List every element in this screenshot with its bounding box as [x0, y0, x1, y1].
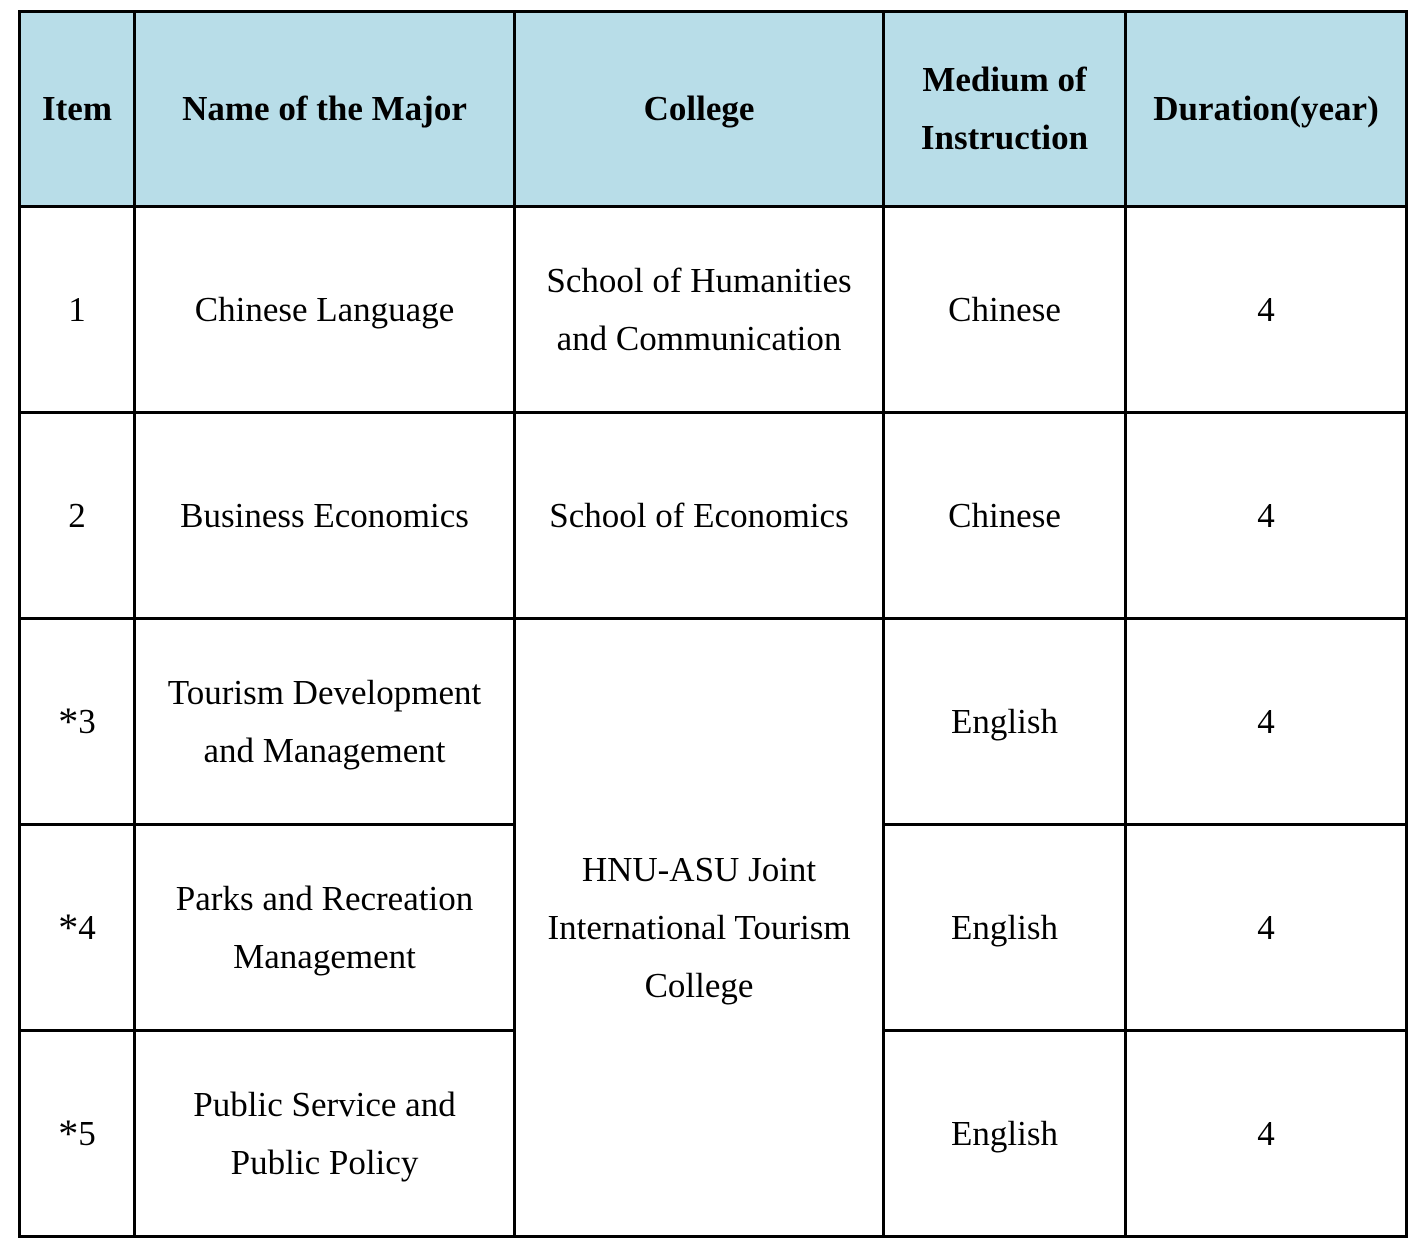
major-name-line2: Public Policy: [230, 1142, 419, 1182]
cell-medium: Chinese: [884, 207, 1126, 413]
cell-item: [20, 825, 135, 1031]
cell-duration: 4: [1126, 413, 1407, 619]
major-name-line1: Tourism Development: [167, 672, 482, 712]
table-row: [20, 207, 1407, 413]
college-line1: School of Humanities: [546, 260, 852, 300]
cell-duration: 4: [1126, 207, 1407, 413]
cell-college: [515, 413, 884, 619]
table-row: [20, 413, 1407, 619]
cell-duration: 4: [1126, 619, 1407, 825]
cell-major-name: [135, 207, 515, 413]
asterisk-mark: *: [58, 1110, 79, 1156]
header-item: Item: [20, 12, 135, 207]
asterisk-mark: *: [58, 698, 79, 744]
item-number: 1: [68, 289, 86, 329]
header-duration: Duration(year): [1126, 12, 1407, 207]
cell-item: [20, 413, 135, 619]
cell-duration: 4: [1126, 1031, 1407, 1237]
header-major-name: Name of the Major: [135, 12, 515, 207]
header-medium-line2: Instruction: [920, 118, 1089, 157]
cell-item: [20, 207, 135, 413]
cell-medium: Chinese: [884, 413, 1126, 619]
merged-college-line3: College: [644, 965, 754, 1005]
cell-major-name: [135, 1031, 515, 1237]
cell-major-name: [135, 825, 515, 1031]
majors-table: [18, 10, 1408, 1238]
cell-college: [515, 207, 884, 413]
cell-medium: English: [884, 619, 1126, 825]
item-number: 3: [78, 701, 96, 741]
header-medium-line1: Medium of: [922, 60, 1087, 99]
college-line2: and Communication: [556, 318, 842, 358]
item-number: 5: [78, 1113, 96, 1153]
major-name: Business Economics: [180, 495, 469, 535]
cell-medium: English: [884, 825, 1126, 1031]
cell-major-name: [135, 413, 515, 619]
major-name-line2: Management: [233, 936, 416, 976]
merged-college-line2: International Tourism: [547, 907, 851, 947]
asterisk-mark: *: [58, 904, 79, 950]
item-number: 2: [68, 495, 86, 535]
cell-duration: 4: [1126, 825, 1407, 1031]
item-number: 4: [78, 907, 96, 947]
college-line1: School of Economics: [549, 495, 849, 535]
cell-major-name: [135, 619, 515, 825]
major-name: Chinese Language: [194, 289, 455, 329]
header-medium: [884, 12, 1126, 207]
major-name-line2: and Management: [203, 730, 446, 770]
header-row: [20, 12, 1407, 207]
major-name-line1: Public Service and: [193, 1084, 456, 1124]
cell-college-merged: [515, 619, 884, 1237]
cell-medium: English: [884, 1031, 1126, 1237]
major-name-line1: Parks and Recreation: [175, 878, 474, 918]
merged-college-line1: HNU-ASU Joint: [581, 849, 817, 889]
header-college: College: [515, 12, 884, 207]
cell-item: [20, 619, 135, 825]
table-row: [20, 619, 1407, 825]
cell-item: [20, 1031, 135, 1237]
